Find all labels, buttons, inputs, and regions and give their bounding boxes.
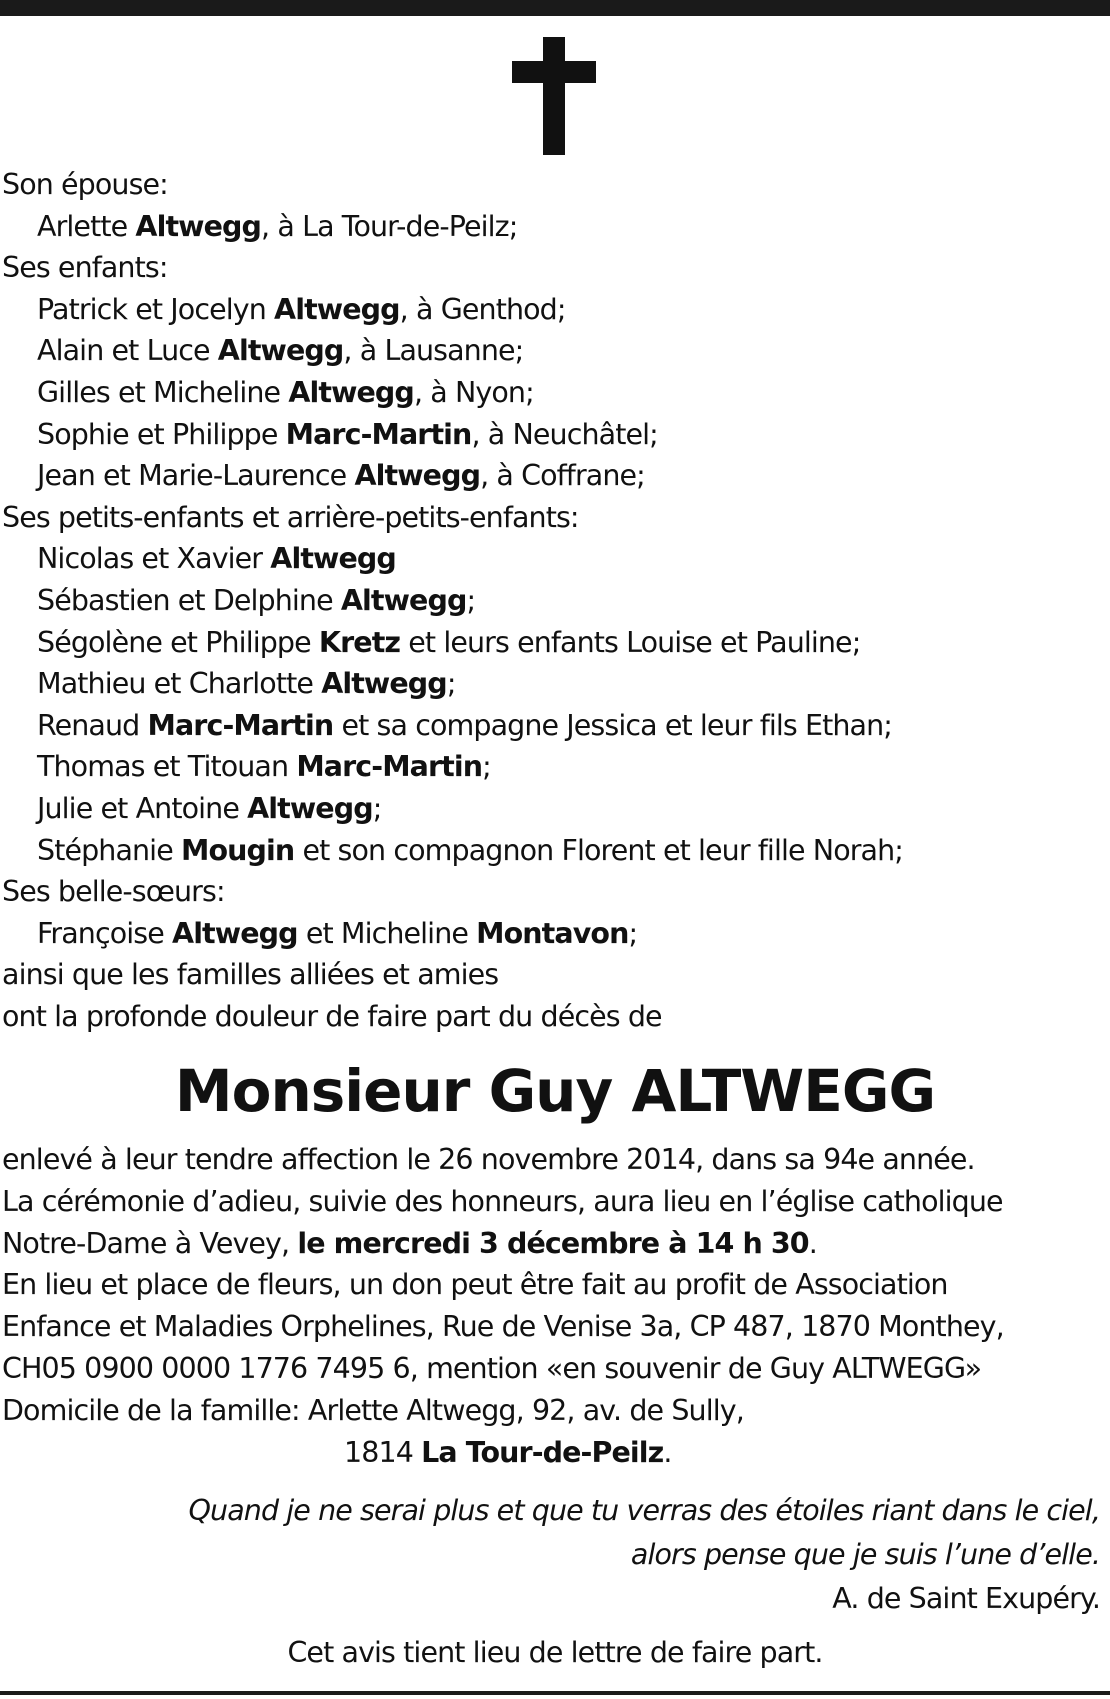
text-segment: Alain et Luce: [37, 334, 218, 368]
text-segment: Gilles et Micheline: [37, 375, 289, 409]
family-line: [2, 788, 1102, 830]
family-line: [2, 330, 1102, 372]
surname-bold: Marc-Martin: [285, 417, 472, 451]
bottom-rule: [0, 1691, 1110, 1695]
family-line: [2, 746, 1102, 788]
family-line: [2, 206, 1102, 248]
family-line: [2, 663, 1102, 705]
surname-bold: Altwegg: [321, 667, 447, 701]
text-segment: Son épouse:: [2, 168, 168, 201]
text-segment: , à La Tour-de-Peilz;: [261, 209, 518, 243]
text-segment: Jean et Marie-Laurence: [37, 459, 355, 493]
family-list: [2, 164, 1102, 1037]
surname-bold: Altwegg: [340, 583, 467, 617]
body-line: [2, 1390, 1102, 1432]
text-segment: .: [808, 1226, 817, 1260]
surname-bold: le mercredi 3 décembre à 14 h 30: [297, 1226, 809, 1260]
family-line: [2, 622, 1102, 664]
text-segment: et sa compagne Jessica et leur fils Ethan;: [333, 708, 892, 742]
surname-bold: La Tour-de-Peilz: [421, 1435, 664, 1469]
text-segment: Mathieu et Charlotte: [37, 667, 322, 701]
quote-line: alors pense que je suis l’une d’elle.: [630, 1538, 1100, 1571]
quote-line: Quand je ne serai plus et que tu verras des étoiles riant dans le ciel,: [188, 1494, 1100, 1527]
text-segment: Domicile de la famille: Arlette Altwegg, 92, av. de Sully,: [2, 1393, 744, 1427]
text-segment: Ses petits-enfants et arrière-petits-enfants:: [2, 500, 579, 534]
surname-bold: Kretz: [318, 625, 401, 659]
text-segment: ont la profonde douleur de faire part du décès de: [2, 999, 662, 1033]
surname-bold: Altwegg: [354, 459, 481, 493]
text-segment: En lieu et place de fleurs, un don peut être fait au profit de Association: [2, 1268, 948, 1302]
surname-bold: Altwegg: [274, 292, 400, 326]
text-segment: CH05 0900 0000 1776 7495 6, mention «en souvenir de Guy ALTWEGG»: [2, 1351, 982, 1385]
text-segment: et Micheline: [297, 916, 477, 950]
text-segment: Renaud: [37, 708, 148, 742]
surname-bold: Altwegg: [288, 375, 414, 409]
surname-bold: Marc-Martin: [147, 708, 334, 742]
surname-bold: Montavon: [476, 916, 629, 950]
family-line: [2, 830, 1102, 872]
text-segment: Françoise: [37, 916, 173, 950]
body-line: [2, 1306, 1102, 1348]
text-segment: , à Genthod;: [399, 292, 566, 326]
text-segment: Julie et Antoine: [37, 791, 248, 825]
text-segment: ;: [628, 916, 638, 950]
text-segment: , à Neuchâtel;: [471, 417, 658, 451]
cross-horizontal-bar: [512, 61, 596, 83]
family-line: [2, 954, 1102, 996]
text-segment: , à Coffrane;: [480, 459, 645, 493]
text-segment: Stéphanie: [37, 833, 181, 867]
text-segment: , à Nyon;: [413, 375, 534, 409]
body-line: [2, 1223, 1102, 1265]
text-segment: ainsi que les familles alliées et amies: [2, 958, 499, 992]
quote-author: A. de Saint Exupéry.: [832, 1582, 1100, 1615]
cross-vertical-bar: [543, 37, 565, 155]
text-segment: .: [663, 1435, 672, 1469]
text-segment: ;: [446, 667, 456, 701]
family-line: [2, 538, 1102, 580]
family-line: [2, 455, 1102, 497]
text-segment: Sébastien et Delphine: [37, 583, 341, 617]
text-segment: ;: [482, 750, 491, 784]
body-line: [2, 1432, 1102, 1474]
body-line: [2, 1348, 1102, 1390]
text-segment: Enfance et Maladies Orphelines, Rue de Venise 3a, CP 487, 1870 Monthey,: [2, 1310, 1004, 1344]
announcement-body: [2, 1139, 1102, 1473]
body-line: [2, 1264, 1102, 1306]
body-line: [2, 1139, 1102, 1181]
text-segment: Ses belle-sœurs:: [2, 875, 225, 909]
surname-bold: Altwegg: [135, 209, 262, 243]
surname-bold: Altwegg: [270, 542, 396, 576]
family-line: [2, 414, 1102, 456]
surname-bold: Marc-Martin: [296, 750, 483, 784]
top-black-bar: [0, 0, 1110, 16]
deceased-name: Monsieur Guy ALTWEGG: [174, 1057, 936, 1125]
family-line: [2, 247, 1102, 289]
surname-bold: Mougin: [181, 833, 295, 867]
text-segment: Patrick et Jocelyn: [37, 292, 275, 326]
text-segment: Thomas et Titouan: [37, 750, 297, 784]
family-line: [2, 289, 1102, 331]
text-segment: Nicolas et Xavier: [37, 542, 271, 576]
text-segment: Ségolène et Philippe: [37, 625, 319, 659]
quotation: [0, 1489, 1100, 1621]
text-segment: Ses enfants:: [2, 251, 168, 285]
surname-bold: Altwegg: [247, 791, 373, 825]
surname-bold: Altwegg: [217, 334, 344, 368]
surname-bold: Altwegg: [172, 916, 298, 950]
body-line: [2, 1181, 1102, 1223]
text-segment: enlevé à leur tendre affection le 26 novembre 2014, dans sa 94e année.: [2, 1143, 975, 1176]
text-segment: et son compagnon Florent et leur fille Norah;: [294, 833, 903, 867]
text-segment: Arlette: [37, 209, 136, 243]
text-segment: 1814: [344, 1435, 422, 1469]
text-segment: Notre-Dame à Vevey,: [2, 1226, 298, 1260]
family-line: [2, 580, 1102, 622]
closing-note: Cet avis tient lieu de lettre de faire part.: [287, 1636, 823, 1669]
cross-icon: [512, 37, 596, 155]
family-line: [2, 913, 1102, 955]
family-line: [2, 871, 1102, 913]
text-segment: et leurs enfants Louise et Pauline;: [400, 625, 861, 659]
text-segment: Sophie et Philippe: [37, 417, 286, 451]
family-line: [2, 705, 1102, 747]
text-segment: ;: [372, 791, 382, 825]
family-line: [2, 164, 1102, 206]
text-segment: La cérémonie d’adieu, suivie des honneurs, aura lieu en l’église catholique: [2, 1184, 1003, 1218]
family-line: [2, 372, 1102, 414]
text-segment: , à Lausanne;: [343, 334, 524, 368]
family-line: [2, 497, 1102, 539]
text-segment: ;: [466, 583, 476, 617]
family-line: [2, 996, 1102, 1038]
